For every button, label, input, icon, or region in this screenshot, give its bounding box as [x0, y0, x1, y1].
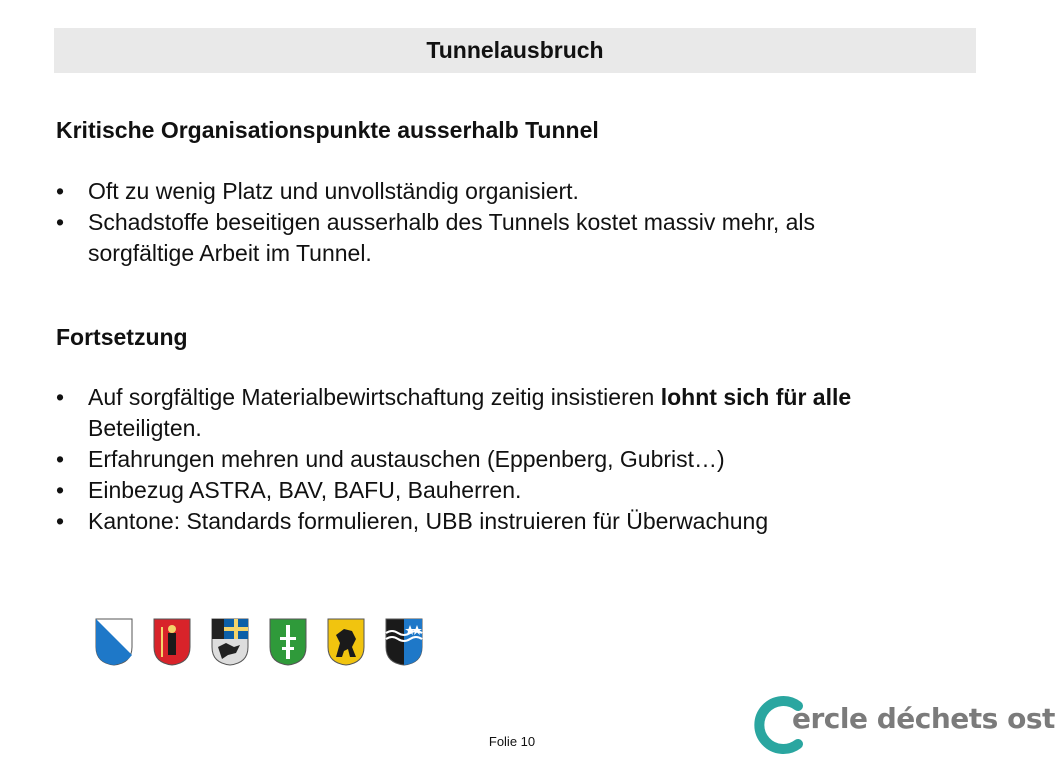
canton-crests — [94, 617, 424, 667]
section1-heading: Kritische Organisationspunkte ausserhalb Tunnel — [56, 117, 599, 143]
section2-heading: Fortsetzung — [56, 324, 188, 350]
glarus-crest-icon — [152, 617, 192, 667]
bullet-text: Beteiligten. — [88, 415, 202, 441]
slide-title: Tunnelausbruch — [426, 37, 604, 63]
list-item: • Schadstoffe beseitigen ausserhalb des Tunnels kostet massiv mehr, als sorgfältige Arbeit im Tunnel. — [56, 207, 888, 269]
schaffhausen-crest-icon — [326, 617, 366, 667]
bullet-text: Auf sorgfältige Materialbewirtschaftung zeitig insistieren — [88, 384, 661, 410]
section2-list — [56, 382, 936, 537]
cercle-dechets-ost-logo — [752, 694, 1055, 754]
list-item: • Erfahrungen mehren und austauschen (Eppenberg, Gubrist…) — [56, 444, 936, 475]
slide-title-bar — [54, 28, 976, 73]
list-item — [56, 382, 888, 444]
bullet-emphasis: lohnt sich für alle — [660, 384, 852, 410]
section1-list — [56, 176, 936, 269]
list-item: • Oft zu wenig Platz und unvollständig organisiert. — [56, 176, 936, 207]
zurich-crest-icon — [94, 617, 134, 667]
slide-content — [56, 114, 936, 537]
graubuenden-crest-icon — [210, 617, 250, 667]
thurgau-crest-icon — [384, 617, 424, 667]
slide-number: Folie 10 — [488, 734, 536, 749]
list-item: • Kantone: Standards formulieren, UBB instruieren für Überwachung — [56, 506, 936, 537]
st-gallen-crest-icon — [268, 617, 308, 667]
logo-text: ercle déchets ost — [792, 702, 1055, 735]
list-item: • Einbezug ASTRA, BAV, BAFU, Bauherren. — [56, 475, 936, 506]
